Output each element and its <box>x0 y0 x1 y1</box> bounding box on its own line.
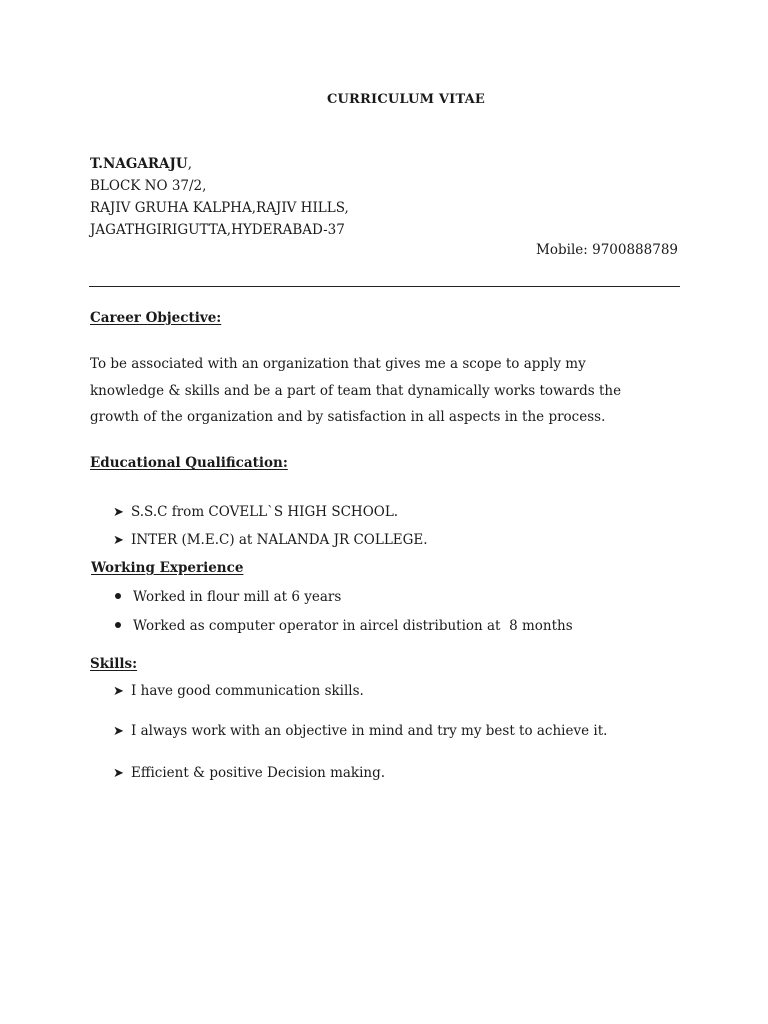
skill-item-text: I have good communication skills. <box>131 683 364 699</box>
document-title: CURRICULUM VITAE <box>326 92 486 107</box>
arrowhead-bullet-icon: ➤ <box>113 724 124 739</box>
skill-item-text: Efficient & positive Decision making. <box>131 765 386 781</box>
arrowhead-bullet-icon: ➤ <box>113 684 124 699</box>
candidate-name-line <box>90 154 192 175</box>
round-bullet-icon <box>115 622 121 628</box>
experience-item <box>115 618 573 634</box>
career-line-2: knowledge & skills and be a part of team that dynamically works towards the <box>90 382 622 399</box>
candidate-name: T.NAGARAJU <box>90 156 188 172</box>
round-bullet-icon <box>115 593 121 599</box>
skill-item <box>113 723 607 739</box>
experience-item-text: Worked in flour mill at 6 years <box>133 589 342 605</box>
experience-item-text: Worked as computer operator in aircel distribution at 8 months <box>133 618 573 634</box>
education-item-text: S.S.C from COVELL`S HIGH SCHOOL. <box>131 504 399 520</box>
skill-item <box>113 683 364 699</box>
address-line-2: RAJIV GRUHA KALPHA,RAJIV HILLS, <box>90 200 349 216</box>
education-heading: Educational Qualification: <box>90 455 288 471</box>
education-item <box>113 532 428 548</box>
career-line-3: growth of the organization and by satisfaction in all aspects in the process. <box>90 409 606 425</box>
address-line-3: JAGATHGIRIGUTTA,HYDERABAD-37 <box>90 222 345 238</box>
header-divider <box>89 286 680 287</box>
skill-item-text: I always work with an objective in mind and try my best to achieve it. <box>131 723 608 739</box>
address-line-1: BLOCK NO 37/2, <box>90 178 207 194</box>
arrowhead-bullet-icon: ➤ <box>113 766 124 781</box>
career-objective-heading: Career Objective: <box>90 310 222 326</box>
mobile-number: Mobile: 9700888789 <box>536 242 678 258</box>
experience-heading: Working Experience <box>91 560 244 576</box>
name-comma: , <box>187 156 192 172</box>
skills-heading: Skills: <box>90 656 138 672</box>
arrowhead-bullet-icon: ➤ <box>113 533 124 548</box>
experience-item <box>115 589 341 605</box>
skill-item <box>113 765 385 781</box>
arrowhead-bullet-icon: ➤ <box>113 505 124 520</box>
education-item-text: INTER (M.E.C) at NALANDA JR COLLEGE. <box>131 532 428 548</box>
education-item <box>113 504 398 520</box>
career-line-1: To be associated with an organization that gives me a scope to apply my <box>90 356 586 372</box>
career-objective-text <box>90 351 680 431</box>
